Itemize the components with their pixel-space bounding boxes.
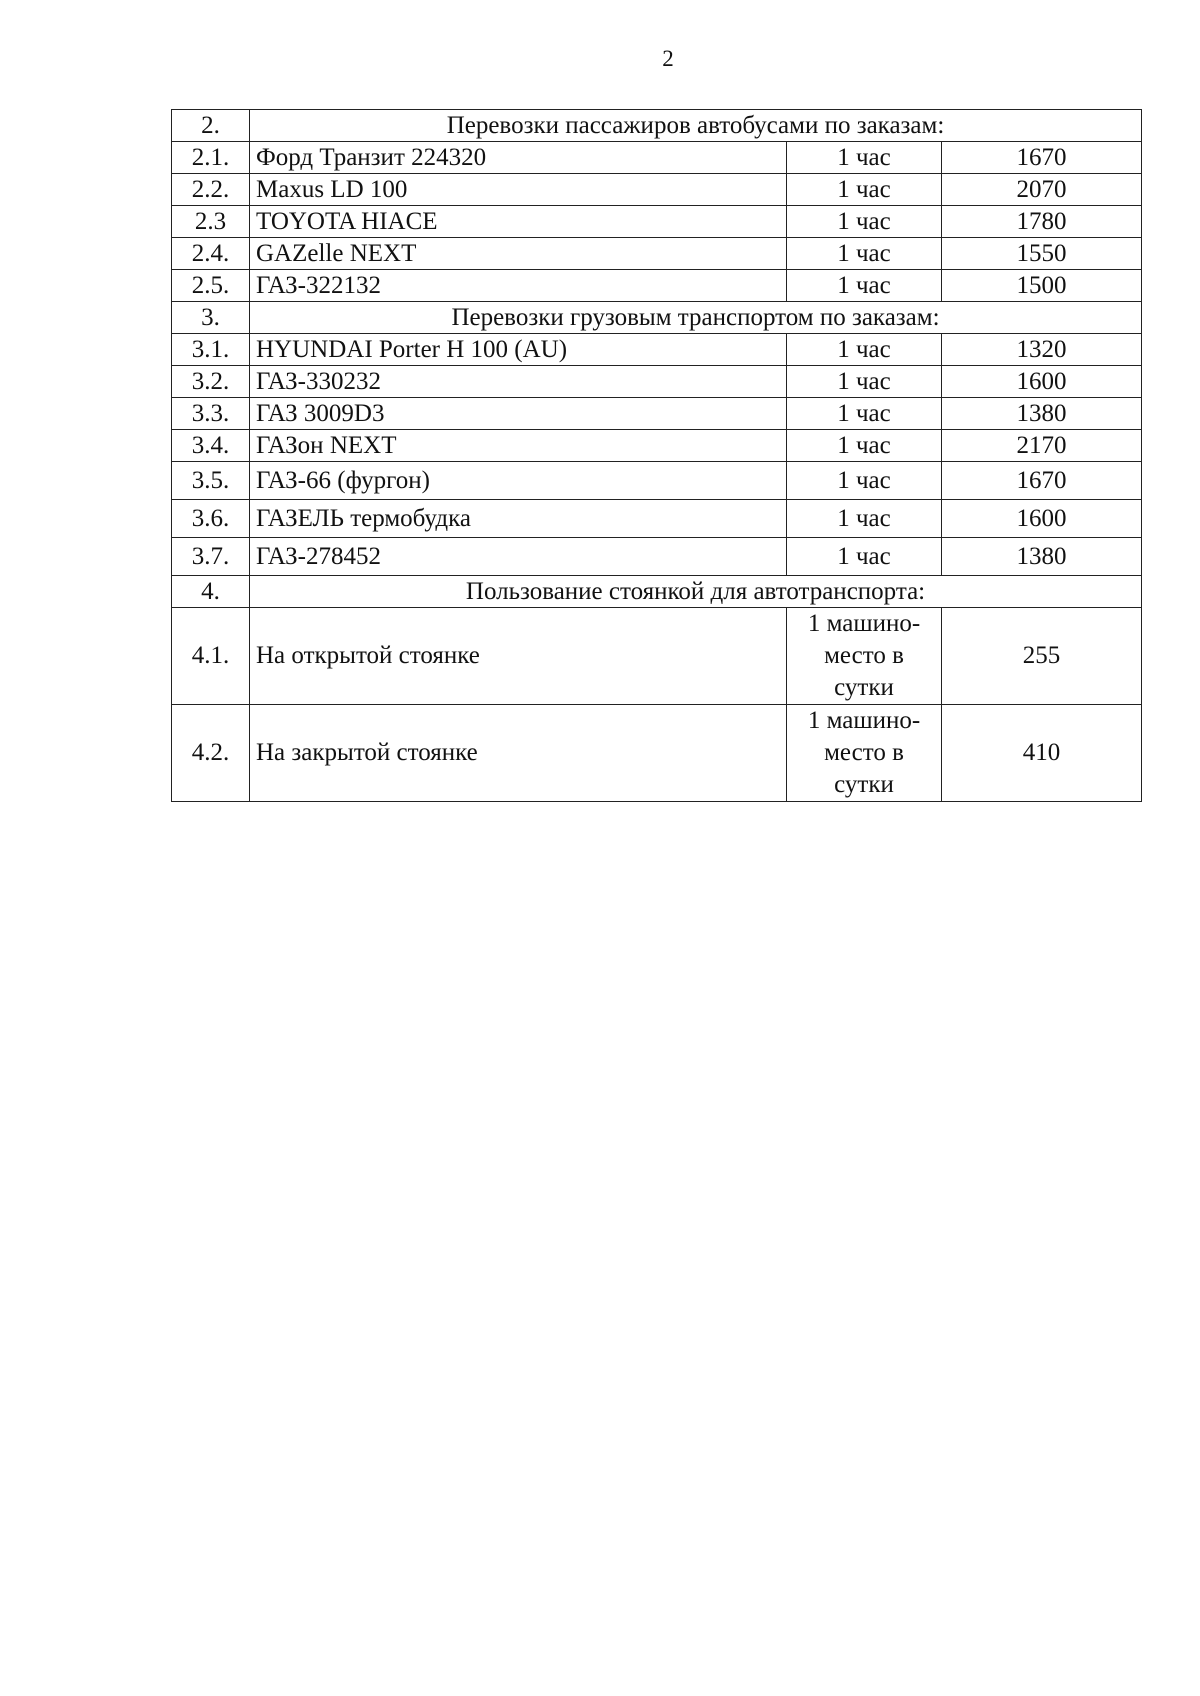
unit-line: сутки [834, 674, 894, 701]
price-cell: 1500 [942, 270, 1142, 302]
table-row [172, 500, 1142, 538]
price-cell: 1600 [942, 500, 1142, 538]
table-row [172, 538, 1142, 576]
section-title: Перевозки грузовым транспортом по заказам: [250, 302, 1142, 334]
unit-cell: 1 час [787, 462, 942, 500]
row-number: 3.7. [172, 538, 250, 576]
section-header-row [172, 302, 1142, 334]
unit-cell: 1 час [787, 500, 942, 538]
service-name: ГАЗ-330232 [250, 366, 787, 398]
section-title: Перевозки пассажиров автобусами по заказам: [250, 110, 1142, 142]
service-name: GAZelle NEXT [250, 238, 787, 270]
unit-cell: 1 час [787, 270, 942, 302]
row-number: 2.3 [172, 206, 250, 238]
unit-cell: 1 час [787, 430, 942, 462]
row-number: 2.4. [172, 238, 250, 270]
table-row [172, 462, 1142, 500]
unit-cell: 1 час [787, 366, 942, 398]
unit-cell: 1 час [787, 238, 942, 270]
table-row [172, 430, 1142, 462]
section-number: 2. [172, 110, 250, 142]
service-name: ГАЗЕЛЬ термобудка [250, 500, 787, 538]
table-row [172, 142, 1142, 174]
table-row [172, 270, 1142, 302]
price-cell: 255 [942, 608, 1142, 705]
price-cell: 1380 [942, 398, 1142, 430]
price-cell: 1380 [942, 538, 1142, 576]
service-name: HYUNDAI Porter H 100 (AU) [250, 334, 787, 366]
section-header-row [172, 110, 1142, 142]
row-number: 3.4. [172, 430, 250, 462]
unit-line: сутки [834, 771, 894, 798]
service-name: На закрытой стоянке [250, 705, 787, 802]
table-row [172, 366, 1142, 398]
section-number: 4. [172, 576, 250, 608]
service-name: ГАЗ-278452 [250, 538, 787, 576]
service-name: ГАЗ-66 (фургон) [250, 462, 787, 500]
price-cell: 2170 [942, 430, 1142, 462]
row-number: 4.1. [172, 608, 250, 705]
price-cell: 1550 [942, 238, 1142, 270]
unit-line: 1 машино- [807, 610, 921, 637]
row-number: 3.1. [172, 334, 250, 366]
row-number: 3.2. [172, 366, 250, 398]
price-cell: 1670 [942, 142, 1142, 174]
price-cell: 1670 [942, 462, 1142, 500]
table-row [172, 705, 1142, 802]
unit-line: 1 машино- [807, 707, 921, 734]
table-row [172, 334, 1142, 366]
service-name: ГАЗ-322132 [250, 270, 787, 302]
price-cell: 1780 [942, 206, 1142, 238]
price-cell: 1320 [942, 334, 1142, 366]
section-header-row [172, 576, 1142, 608]
price-cell: 1600 [942, 366, 1142, 398]
unit-cell [787, 705, 942, 802]
row-number: 2.1. [172, 142, 250, 174]
price-cell: 410 [942, 705, 1142, 802]
table-row [172, 206, 1142, 238]
section-number: 3. [172, 302, 250, 334]
unit-line: место в [824, 642, 904, 669]
row-number: 4.2. [172, 705, 250, 802]
tariff-table [171, 109, 1142, 802]
unit-line: место в [824, 739, 904, 766]
service-name: Maxus LD 100 [250, 174, 787, 206]
table-row [172, 398, 1142, 430]
service-name: ГАЗон NEXT [250, 430, 787, 462]
unit-cell: 1 час [787, 174, 942, 206]
table-row [172, 174, 1142, 206]
unit-cell: 1 час [787, 142, 942, 174]
service-name: Форд Транзит 224320 [250, 142, 787, 174]
unit-cell: 1 час [787, 206, 942, 238]
row-number: 3.6. [172, 500, 250, 538]
unit-cell: 1 час [787, 334, 942, 366]
price-cell: 2070 [942, 174, 1142, 206]
row-number: 3.3. [172, 398, 250, 430]
row-number: 2.2. [172, 174, 250, 206]
section-title: Пользование стоянкой для автотранспорта: [250, 576, 1142, 608]
unit-cell: 1 час [787, 538, 942, 576]
unit-cell: 1 час [787, 398, 942, 430]
row-number: 3.5. [172, 462, 250, 500]
table-row [172, 608, 1142, 705]
service-name: TOYOTA HIACE [250, 206, 787, 238]
row-number: 2.5. [172, 270, 250, 302]
unit-cell [787, 608, 942, 705]
page-number: 2 [662, 46, 674, 71]
service-name: На открытой стоянке [250, 608, 787, 705]
table-row [172, 238, 1142, 270]
service-name: ГАЗ 3009D3 [250, 398, 787, 430]
